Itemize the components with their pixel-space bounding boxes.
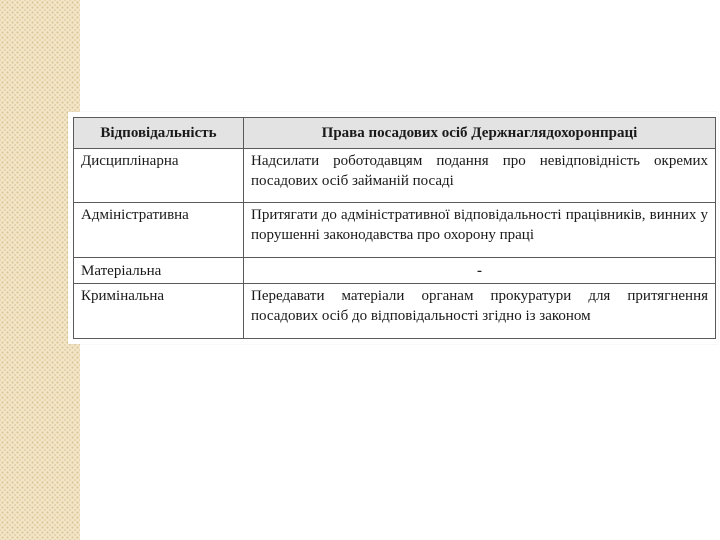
cell-rights: Притягати до адміністративної відповідальності працівників, винних у порушенні законодавства про охорону праці <box>244 203 716 258</box>
cell-responsibility-type: Матеріальна <box>74 258 244 284</box>
header-inspector-rights: Права посадових осіб Держнаглядохоронпраці <box>244 118 716 149</box>
cell-responsibility-type: Адміністративна <box>74 203 244 258</box>
responsibility-table-image <box>68 112 718 344</box>
table-header-row <box>74 118 716 149</box>
table-row <box>74 258 716 284</box>
cell-rights: Надсилати роботодавцям подання про невідповідність окремих посадових осіб займаній посаді <box>244 148 716 203</box>
table-row <box>74 148 716 203</box>
header-responsibility: Відповідальність <box>74 118 244 149</box>
cell-responsibility-type: Кримінальна <box>74 284 244 339</box>
responsibility-table <box>73 117 716 339</box>
table-row <box>74 284 716 339</box>
cell-rights-empty: - <box>244 258 716 284</box>
cell-rights: Передавати матеріали органам прокуратури для притягнення посадових осіб до відповідальності згідно із законом <box>244 284 716 339</box>
table-row <box>74 203 716 258</box>
cell-responsibility-type: Дисциплінарна <box>74 148 244 203</box>
